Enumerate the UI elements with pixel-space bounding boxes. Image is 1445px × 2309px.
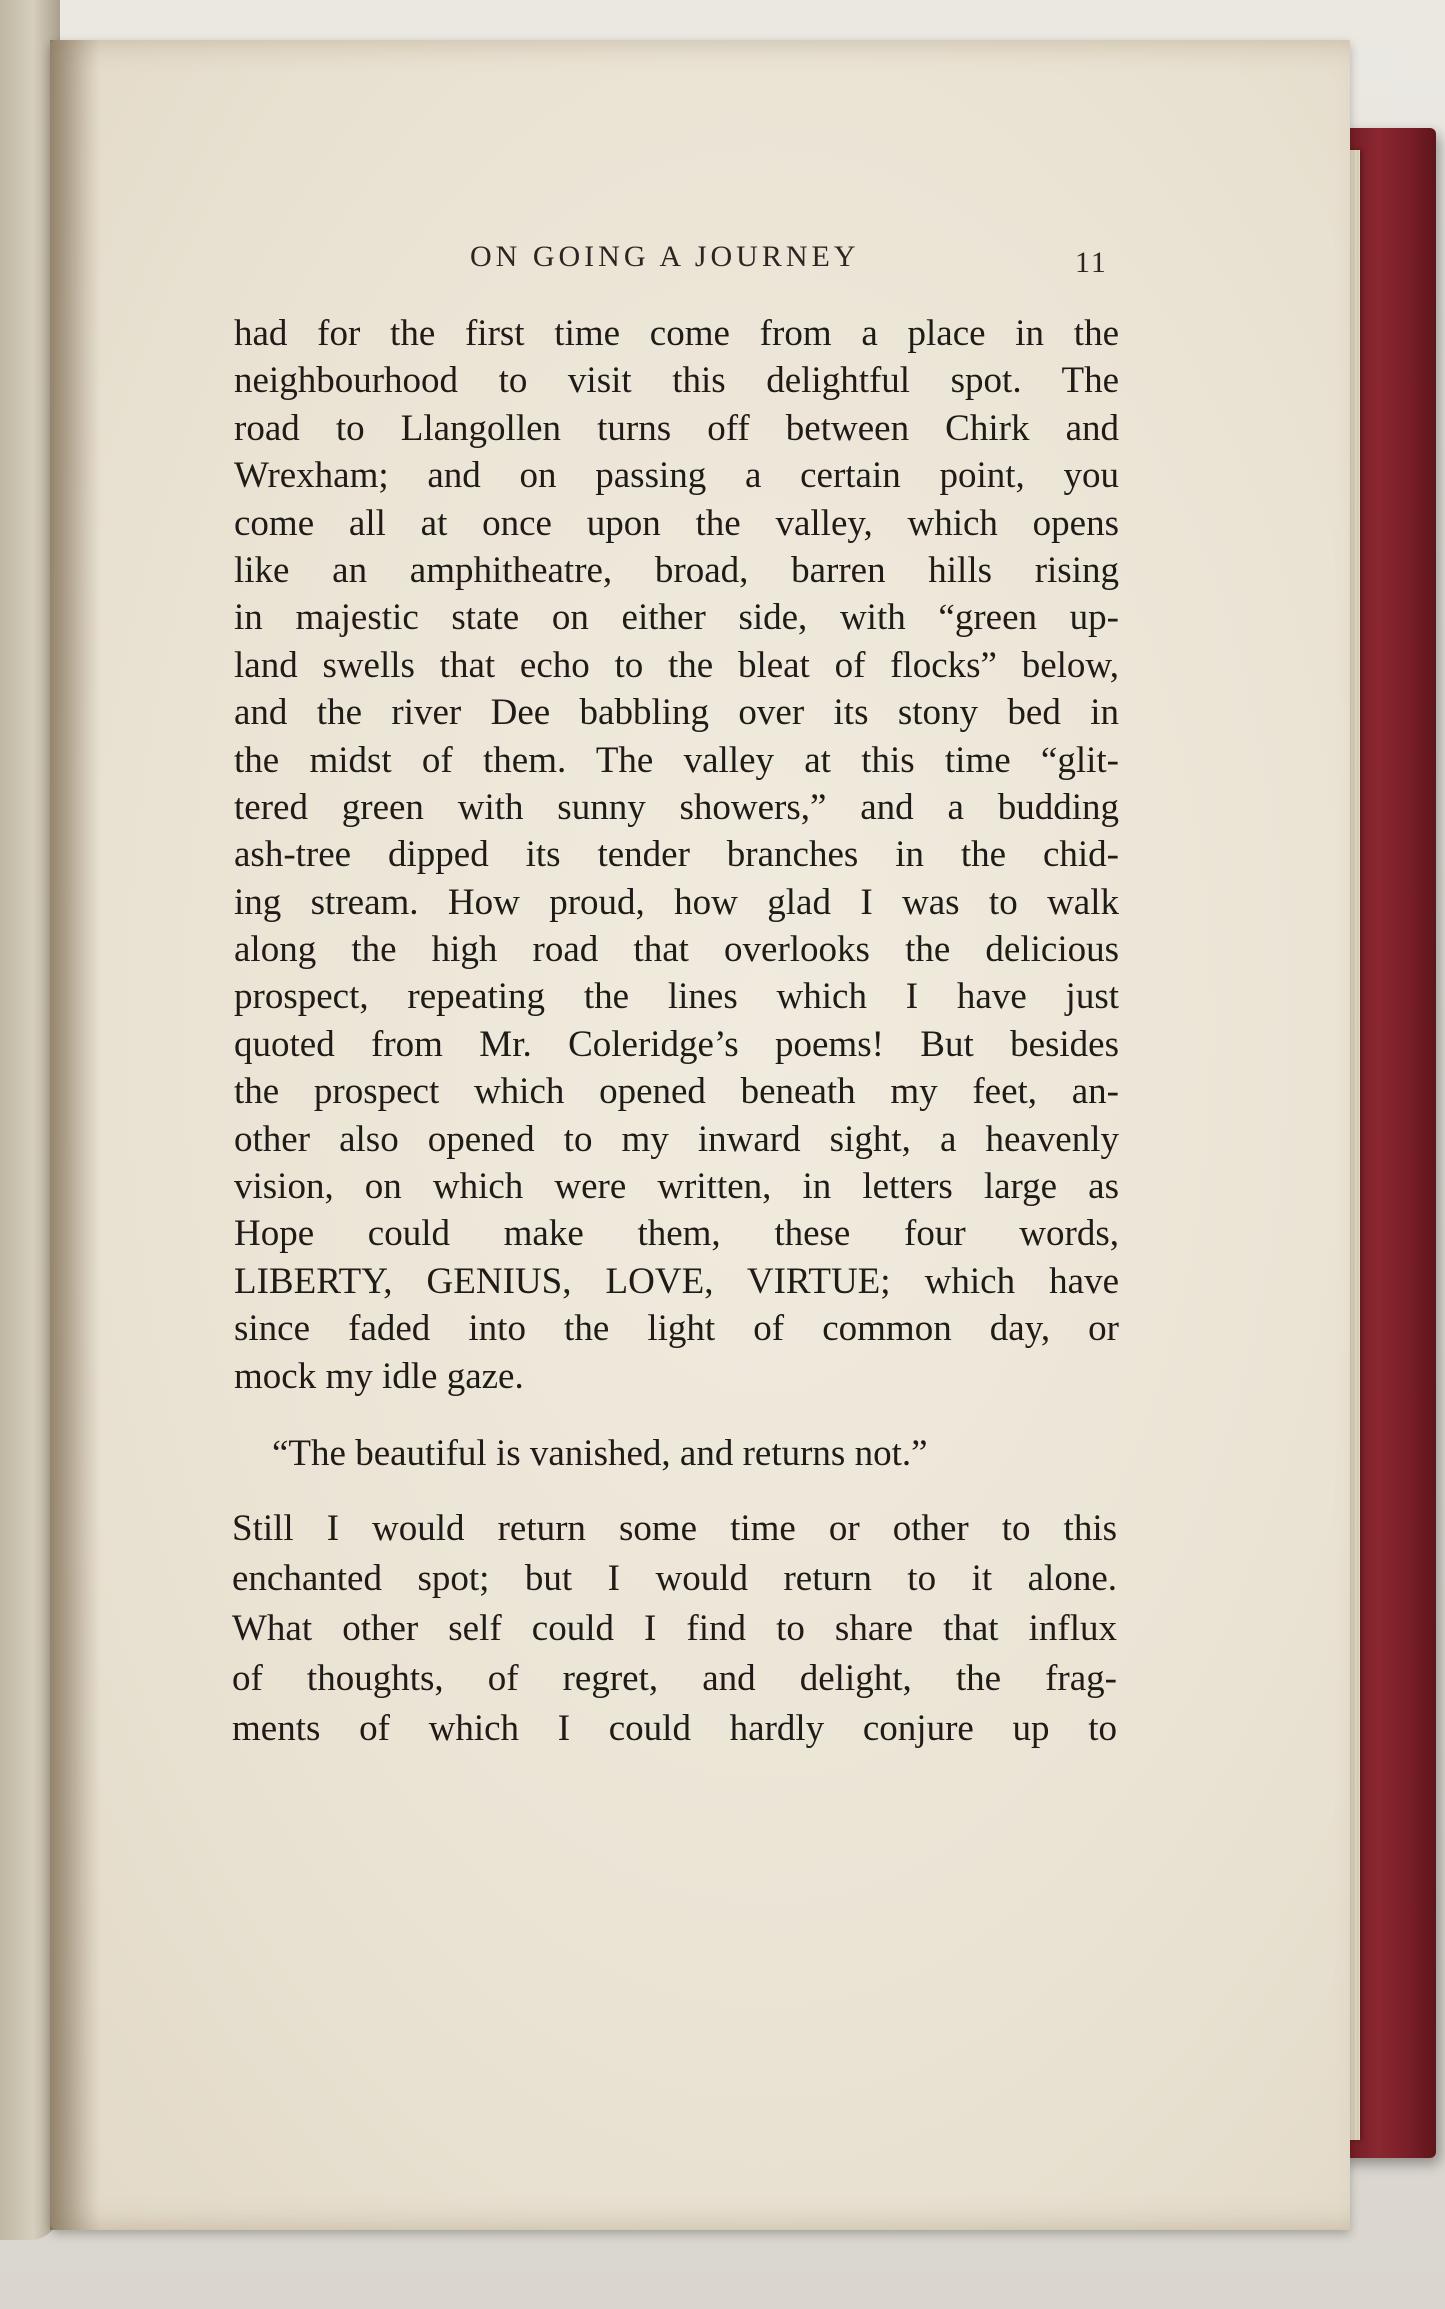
page-gutter-shadow (50, 40, 100, 2230)
text-line: LIBERTY, GENIUS, LOVE, VIRTUE; which have (234, 1260, 1119, 1302)
quotation: “The beautiful is vanished, and returns not.” (272, 1433, 928, 1474)
text-line: ash-tree dipped its tender branches in the chid- (234, 834, 1119, 876)
text-line: other also opened to my inward sight, a heavenly (234, 1118, 1119, 1160)
text-line: Still I would return some time or other to this (232, 1508, 1117, 1549)
text-line: land swells that echo to the bleat of flocks” below, (234, 644, 1119, 686)
text-line: of thoughts, of regret, and delight, the frag- (232, 1658, 1117, 1699)
text-line: neighbourhood to visit this delightful spot. The (234, 360, 1119, 402)
text-line: had for the first time come from a place in the (234, 313, 1119, 354)
text-line: road to Llangollen turns off between Chirk and (234, 407, 1119, 449)
text-line: vision, on which were written, in letters large as (234, 1166, 1119, 1208)
text-line: since faded into the light of common day, or (234, 1308, 1119, 1350)
text-line: ments of which I could hardly conjure up to (232, 1708, 1117, 1749)
text-line: come all at once upon the valley, which opens (234, 502, 1119, 544)
text-line: mock my idle gaze. (234, 1355, 524, 1397)
paragraph-2 (232, 1504, 1117, 1754)
running-head: ON GOING A JOURNEY (470, 240, 860, 273)
text-line: tered green with sunny showers,” and a budding (234, 786, 1119, 828)
text-line: What other self could I find to share that influx (232, 1608, 1117, 1649)
text-line: along the high road that overlooks the delicious (234, 929, 1119, 971)
text-line: ing stream. How proud, how glad I was to walk (234, 881, 1119, 923)
text-line: enchanted spot; but I would return to it alone. (232, 1558, 1117, 1599)
text-line: quoted from Mr. Coleridge’s poems! But besides (234, 1023, 1119, 1065)
text-line: Wrexham; and on passing a certain point, you (234, 455, 1119, 497)
text-line: and the river Dee babbling over its stony bed in (234, 692, 1119, 734)
text-line: prospect, repeating the lines which I have just (234, 976, 1119, 1018)
text-line: Hope could make them, these four words, (234, 1213, 1119, 1255)
text-line: the midst of them. The valley at this time “glit- (234, 739, 1119, 781)
text-line: the prospect which opened beneath my feet, an- (234, 1071, 1119, 1113)
text-line: in majestic state on either side, with “green up- (234, 597, 1119, 639)
text-line: like an amphitheatre, broad, barren hills rising (234, 549, 1119, 591)
page-number: 11 (1075, 246, 1108, 279)
paragraph-1 (234, 310, 1119, 1400)
